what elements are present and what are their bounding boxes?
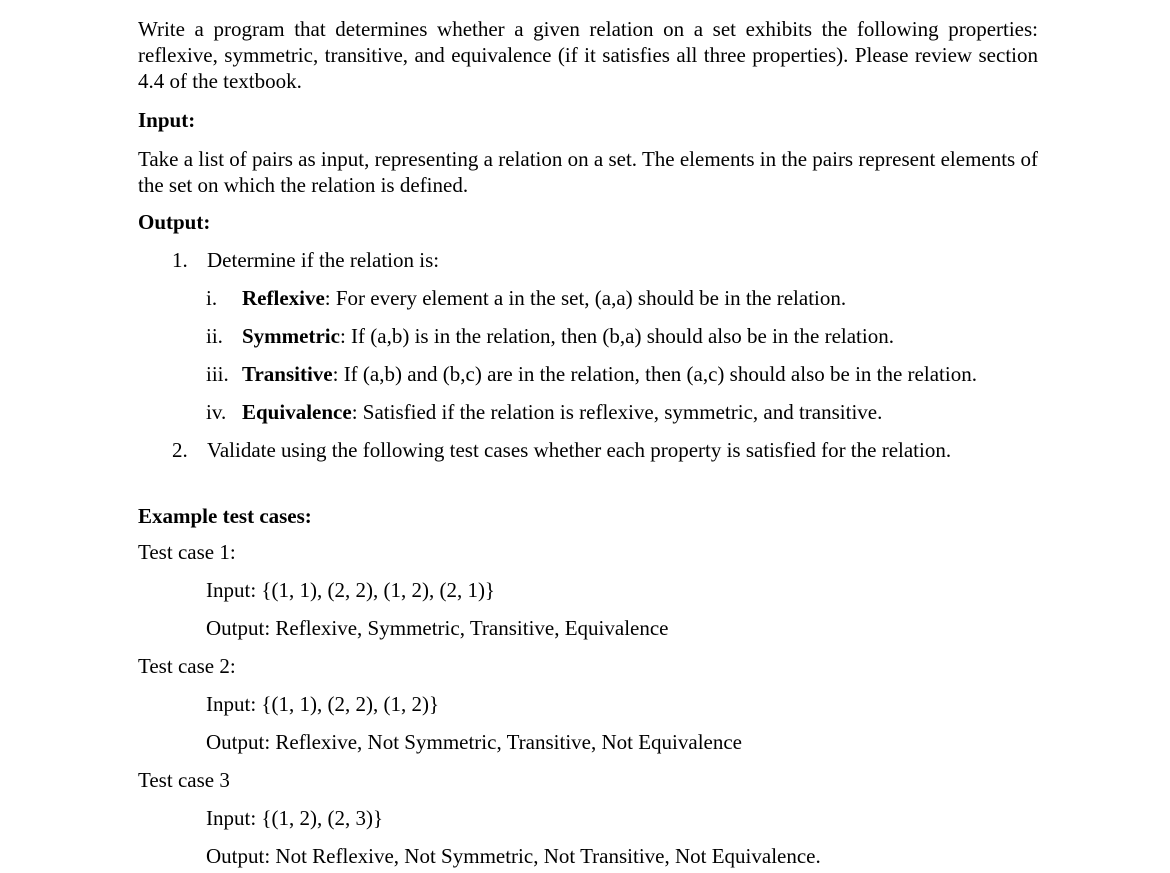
roman-numeral: ii. <box>206 324 223 348</box>
list-number: 1. <box>172 248 188 272</box>
property-term: Equivalence <box>242 400 352 424</box>
test-case-3-input: Input: {(1, 2), (2, 3)} <box>206 806 384 830</box>
list-item-text: Determine if the relation is: <box>207 248 440 272</box>
property-equivalence <box>206 399 882 425</box>
property-term: Transitive <box>242 362 333 386</box>
property-transitive <box>206 361 977 387</box>
property-symmetric <box>206 323 894 349</box>
roman-numeral: iii. <box>206 362 229 386</box>
test-case-1-title: Test case 1: <box>138 540 236 564</box>
test-case-3-title: Test case 3 <box>138 768 230 792</box>
property-definition: : For every element a in the set, (a,a) should be in the relation. <box>324 286 847 310</box>
property-definition: : If (a,b) and (b,c) are in the relation, then (a,c) should also be in the relation. <box>332 362 977 386</box>
intro-paragraph: Write a program that determines whether a given relation on a set exhibits the following properties: reflexive, symmetric, transitive, and equivalence (if it satisfies all three properties). Please review section 4.4 of the textbook. <box>138 17 1038 93</box>
property-definition: : Satisfied if the relation is reflexive, symmetric, and transitive. <box>351 400 883 424</box>
input-heading: Input: <box>138 108 196 132</box>
property-definition: : If (a,b) is in the relation, then (b,a) should also be in the relation. <box>339 324 894 348</box>
test-case-1-input: Input: {(1, 1), (2, 2), (1, 2), (2, 1)} <box>206 578 496 602</box>
examples-heading: Example test cases: <box>138 504 312 528</box>
test-case-3-output: Output: Not Reflexive, Not Symmetric, Not Transitive, Not Equivalence. <box>206 844 821 868</box>
test-case-2-title: Test case 2: <box>138 654 236 678</box>
output-list-item-1 <box>172 247 439 273</box>
roman-numeral: iv. <box>206 400 227 424</box>
output-list-item-2 <box>172 437 951 463</box>
input-description: Take a list of pairs as input, representing a relation on a set. The elements in the pairs represent elements of the set on which the relation is defined. <box>138 147 1038 197</box>
list-number: 2. <box>172 438 188 462</box>
test-case-2-input: Input: {(1, 1), (2, 2), (1, 2)} <box>206 692 440 716</box>
test-case-1-output: Output: Reflexive, Symmetric, Transitive, Equivalence <box>206 616 669 640</box>
property-reflexive <box>206 285 846 311</box>
property-term: Symmetric <box>242 324 340 348</box>
output-heading: Output: <box>138 210 211 234</box>
roman-numeral: i. <box>206 286 218 310</box>
test-case-2-output: Output: Reflexive, Not Symmetric, Transitive, Not Equivalence <box>206 730 743 754</box>
list-item-text: Validate using the following test cases whether each property is satisfied for the relation. <box>207 438 952 462</box>
property-term: Reflexive <box>242 286 325 310</box>
